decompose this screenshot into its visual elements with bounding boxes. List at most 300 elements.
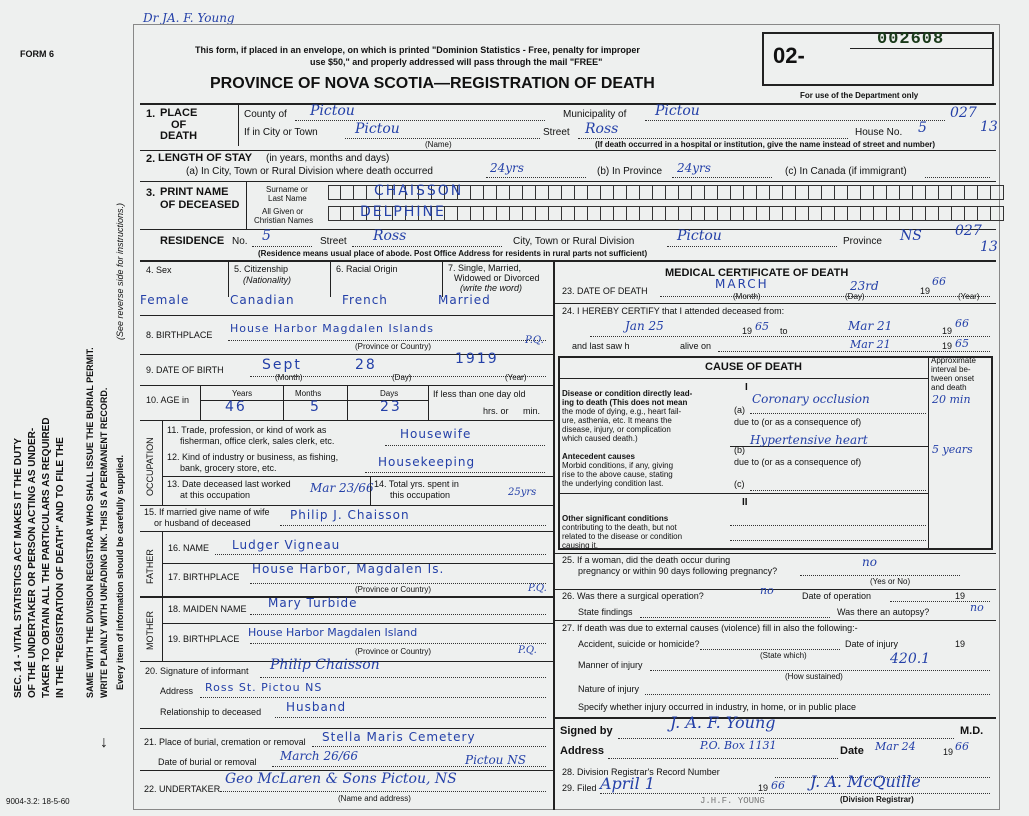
disease-label-2: ing to death (This does not mean (562, 398, 688, 407)
county-line (295, 120, 545, 121)
trade-label-1: 11. Trade, profession, or kind of work as (167, 425, 327, 435)
under-one-day-label: If less than one day old (433, 389, 526, 399)
antecedent-label-4: the underlying condition last. (562, 479, 664, 488)
side-instruction-3: TAKER TO OBTAIN ALL THE PARTICULARS AS REQUIRED (41, 417, 52, 698)
residence-street-label: Street (320, 236, 347, 247)
date-of-death-line (660, 296, 990, 297)
cause-b-due-label: due to (or as a consequence of) (734, 457, 862, 467)
burial-place-label: 21. Place of burial, cremation or removal (144, 737, 306, 747)
state-which-caption: (State which) (760, 651, 807, 660)
municipality-label: Municipality of (563, 109, 627, 120)
last-saw-year-prefix: 19 (942, 341, 953, 351)
autopsy-answer: no (970, 601, 984, 614)
last-saw-year-value: 65 (955, 337, 969, 350)
col-divider (330, 261, 331, 297)
signature-date-value: Mar 24 (875, 740, 916, 753)
footer-code: 9004-3.2: 18-5-60 (6, 797, 70, 806)
marital-label-1: 7. Single, Married, (448, 263, 522, 273)
cause-b-value: Hypertensive heart (750, 433, 868, 447)
state-findings-line (640, 617, 830, 618)
residence-code-1: 027 (955, 223, 982, 239)
physician-signature: J. A. F. Young (670, 713, 776, 732)
death-month-caption: (Month) (733, 292, 761, 301)
interval-label-4: and death (931, 383, 967, 392)
date-of-death-label: 23. DATE OF DEATH (562, 286, 648, 296)
other-line-1 (730, 525, 926, 526)
municipality-value: Pictou (655, 103, 700, 119)
dob-day-value: 28 (355, 357, 377, 373)
father-birthplace-label: 17. BIRTHPLACE (168, 572, 240, 582)
citizenship-value: Canadian (230, 293, 295, 307)
side-instruction-1: SEC. 14 - VITAL STATISTICS ACT MAKES IT THE DUTY (13, 437, 24, 698)
residence-province-value: NS (900, 228, 922, 244)
cause-a-line (750, 413, 926, 414)
record-number-label: 28. Division Registrar's Record Number (562, 767, 720, 777)
physician-address-line (608, 758, 838, 759)
external-causes-label: 27. If death was due to external causes (violence) fill in also the following:- (562, 623, 858, 633)
stay-province-value: 24yrs (677, 161, 711, 175)
state-findings-label: State findings (578, 607, 633, 617)
operation-question-label: 26. Was there a surgical operation? (562, 591, 704, 601)
cause-b-interval: 5 years (932, 443, 973, 456)
cause-a-value: Coronary occlusion (752, 392, 870, 406)
residence-city-label: City, Town or Rural Division (513, 236, 635, 247)
institution-note: (If death occurred in a hospital or institution, give the name instead of street and number) (595, 140, 936, 149)
side-instruction-4: IN THE "REGISTRATION OF DEATH" AND TO FILE THE (55, 437, 66, 698)
undertaker-caption: (Name and address) (338, 794, 411, 803)
total-years-label-2: this occupation (390, 490, 451, 500)
street-line (578, 138, 848, 139)
racial-origin-value: French (342, 293, 388, 307)
burial-place-value: Stella Maris Cemetery (322, 730, 476, 744)
relationship-value: Husband (286, 700, 347, 714)
registration-number: 002608 (877, 30, 945, 49)
certify-label: 24. I HEREBY CERTIFY that I attended deceased from: (562, 306, 785, 316)
residence-street-line (352, 246, 502, 247)
side-instruction-7: Every item of information should be carefully supplied. (115, 454, 125, 690)
top-handwriting: Dr JA. F. Young (143, 11, 235, 25)
age-years-value: 46 (225, 399, 247, 415)
last-worked-label-1: 13. Date deceased last worked (167, 479, 291, 489)
dob-label: 9. DATE OF BIRTH (146, 365, 224, 375)
death-day-value: 23rd (850, 279, 879, 293)
father-name-line (215, 554, 546, 555)
stay-city-label: (a) In City, Town or Rural Division where death occurred (186, 166, 433, 177)
informant-address-line (200, 697, 546, 698)
name-caption: (Name) (425, 140, 452, 149)
division-registrar-caption: (Division Registrar) (840, 795, 914, 804)
mother-maiden-name-value: Mary Turbide (268, 596, 358, 610)
surname-value: CHAISSON (374, 183, 464, 199)
municipality-code: 027 (950, 105, 977, 121)
col-divider (200, 386, 201, 420)
accident-label: Accident, suicide or homicide? (578, 639, 700, 649)
hours-label: hrs. or (483, 406, 509, 416)
stay-city-value: 24yrs (490, 161, 524, 175)
given-name-label-1: All Given or (262, 207, 304, 216)
death-month-value: MARCH (715, 277, 769, 291)
spouse-line (280, 525, 546, 526)
other-conditions-label-2: contributing to the death, but not (562, 523, 677, 532)
informant-signature-value: Philip Chaisson (270, 657, 380, 673)
row-divider (554, 303, 996, 304)
death-day-caption: (Day) (845, 292, 865, 301)
stay-canada-line (925, 177, 990, 178)
cause-a-label: (a) (734, 405, 745, 415)
print-name-label: PRINT NAME (160, 186, 229, 198)
attended-year-2: 19 (942, 326, 953, 336)
marital-label-3: (write the word) (460, 283, 523, 293)
row-divider (140, 728, 553, 729)
residence-code-2: 13 (980, 239, 998, 255)
length-of-stay-label: LENGTH OF STAY (158, 152, 253, 164)
attended-year-2-value: 66 (955, 317, 969, 330)
part-two-label: II (742, 497, 748, 508)
age-years-label: Years (232, 389, 253, 398)
place-divider (238, 104, 239, 146)
informant-signature-label: 20. Signature of informant (145, 666, 249, 676)
informant-address-label: Address (160, 686, 194, 696)
date-of-injury-label: Date of injury (845, 639, 899, 649)
how-sustained-caption: (How sustained) (785, 672, 843, 681)
sex-label: 4. Sex (146, 265, 172, 275)
interval-label-1: Approximate (931, 356, 976, 365)
residence-note: (Residence means usual place of abode. Post Office Address for residents in rural parts not sufficient) (258, 249, 648, 258)
nature-line (645, 694, 990, 695)
total-years-value: 25yrs (508, 487, 537, 498)
disease-label-6: which caused death.) (562, 434, 638, 443)
operation-answer: no (760, 584, 774, 597)
col-divider (428, 386, 429, 420)
father-name-value: Ludger Vigneau (232, 538, 341, 552)
cause-a-interval: 20 min (932, 393, 971, 406)
relationship-label: Relationship to deceased (160, 707, 262, 717)
operation-date-label: Date of operation (802, 591, 872, 601)
dob-month-value: Sept (262, 357, 302, 373)
signature-year-value: 66 (955, 740, 969, 753)
side-instruction-2: OF THE UNDERTAKER OR PERSON ACTING AS UNDER- (27, 427, 38, 698)
death-year-value: 66 (932, 275, 946, 288)
nature-of-injury-label: Nature of injury (578, 684, 640, 694)
attended-year-1: 19 (742, 326, 753, 336)
age-days-label: Days (380, 389, 399, 398)
interval-label-3: tween onset (931, 374, 975, 383)
other-line-2 (730, 540, 926, 541)
residence-label: RESIDENCE (160, 235, 225, 247)
attended-to-label: to (780, 326, 788, 336)
burial-date-place: Pictou NS (465, 753, 526, 767)
department-use-note: For use of the Department only (800, 91, 919, 100)
residence-no-value: 5 (262, 228, 271, 244)
other-conditions-label-3: related to the disease or condition (562, 532, 683, 541)
industry-label-1: 12. Kind of industry or business, as fishing, (167, 452, 339, 462)
spouse-value: Philip J. Chaisson (290, 508, 410, 522)
row-divider (554, 589, 996, 590)
stay-province-label: (b) In Province (597, 166, 663, 177)
given-name-value: DELPHINE (360, 204, 446, 220)
attended-year-1-value: 65 (755, 320, 769, 333)
row-divider (162, 623, 553, 624)
burial-date-value: March 26/66 (280, 749, 359, 763)
occupation-side-divider (162, 421, 163, 505)
occupation-side-label: OCCUPATION (145, 437, 155, 496)
father-birthplace-value-2: P.Q. (528, 583, 547, 594)
trade-line (385, 445, 545, 446)
physician-stamp: J.H.F. YOUNG (700, 796, 765, 806)
attended-line (590, 336, 990, 337)
place-label: PLACE (160, 107, 198, 119)
pregnancy-question-label-1: 25. If a woman, did the death occur during (562, 555, 731, 565)
birthplace-line (228, 340, 546, 341)
accident-line (700, 649, 840, 650)
city-town-value: Pictou (355, 121, 400, 137)
stay-canada-label: (c) In Canada (if immigrant) (785, 166, 907, 177)
alive-on-label: alive on (680, 341, 712, 351)
form-number: FORM 6 (20, 49, 55, 59)
injury-year-prefix: 19 (955, 639, 966, 649)
section-divider (140, 260, 996, 262)
last-worked-value: Mar 23/66 (310, 481, 374, 495)
pregnancy-answer: no (862, 555, 877, 569)
cause-heading-line (560, 378, 928, 379)
autopsy-label: Was there an autopsy? (837, 607, 930, 617)
age-label: 10. AGE in (146, 395, 190, 405)
antecedent-label-2: Morbid conditions, if any, giving (562, 461, 674, 470)
col-divider (228, 261, 229, 297)
city-town-label: If in City or Town (244, 127, 318, 138)
manner-line (650, 670, 990, 671)
item-number-2: 2. (146, 153, 156, 165)
citizenship-label: 5. Citizenship (234, 264, 289, 274)
col-divider (442, 261, 443, 297)
residence-city-line (667, 246, 837, 247)
row-divider (140, 420, 553, 421)
age-days-value: 23 (380, 399, 402, 415)
disease-label-3: the mode of dying, e.g., heart fail- (562, 407, 682, 416)
row-divider (554, 553, 996, 554)
surname-label-2: Last Name (268, 194, 307, 203)
attended-to-value: Mar 21 (848, 319, 893, 333)
name-divider (246, 182, 247, 229)
informant-address-value: Ross St. Pictou NS (205, 681, 323, 694)
place-death-label: DEATH (160, 130, 198, 142)
marital-label-2: Widowed or Divorced (454, 273, 540, 283)
industry-value: Housekeeping (378, 455, 476, 469)
father-side-label: FATHER (145, 549, 155, 584)
yes-no-caption: (Yes or No) (870, 577, 911, 586)
surname-label-1: Surname or (266, 185, 308, 194)
given-name-label-2: Christian Names (254, 216, 314, 225)
mother-maiden-name-label: 18. MAIDEN NAME (168, 604, 247, 614)
age-months-label: Months (295, 389, 322, 398)
envelope-note-1: This form, if placed in an envelope, on which is printed "Dominion Statistics - Free, penalty for improper (195, 45, 640, 55)
last-saw-value: Mar 21 (850, 338, 891, 351)
total-years-label-1: 14. Total yrs. spent in (374, 479, 459, 489)
cause-part-divider (560, 493, 928, 494)
antecedent-label-1: Antecedent causes (562, 452, 635, 461)
birthplace-caption: (Province or Country) (355, 342, 432, 351)
burial-place-line (312, 746, 546, 747)
undertaker-value: Geo McLaren & Sons Pictou, NS (225, 771, 457, 787)
residence-street-value: Ross (373, 228, 407, 244)
birthplace-value-2: P.Q. (525, 335, 544, 346)
residence-no-label: No. (232, 236, 248, 247)
father-birthplace-value: House Harbor, Magdalen Is. (252, 562, 445, 576)
row-divider (554, 620, 996, 621)
stay-city-line (486, 177, 586, 178)
birthplace-label: 8. BIRTHPLACE (146, 330, 213, 340)
cause-a-due-label: due to (or as a consequence of) (734, 417, 862, 427)
mother-side-label: MOTHER (145, 611, 155, 650)
pregnancy-question-label-2: pregnancy or within 90 days following pregnancy? (578, 566, 778, 576)
item-number-1: 1. (146, 108, 156, 120)
center-divider (553, 261, 555, 810)
md-label: M.D. (960, 725, 984, 737)
side-instruction-6: WRITE PLAINLY WITH UNFADING INK. THIS IS A PERMANENT RECORD. (99, 387, 109, 698)
specify-injury-label: Specify whether injury occurred in industry, in home, or in public place (578, 702, 856, 712)
minutes-label: min. (523, 406, 541, 416)
side-instruction-8: (See reverse side for instructions.) (115, 202, 125, 340)
col-divider (347, 386, 348, 420)
filed-date-value: April 1 (600, 774, 655, 793)
county-label: County of (244, 109, 287, 120)
row-divider (140, 150, 996, 151)
spouse-label-2: or husband of deceased (154, 518, 251, 528)
injury-code-value: 420.1 (890, 651, 931, 667)
industry-line (365, 472, 545, 473)
col-divider (370, 476, 371, 505)
physician-address-value: P.O. Box 1131 (700, 739, 777, 752)
registrar-signature: J. A. McQuille (810, 772, 921, 791)
dob-month-caption: (Month) (275, 373, 303, 382)
informant-line (260, 677, 546, 678)
interval-label-2: interval be- (931, 365, 971, 374)
signature-date-label: Date (840, 745, 864, 757)
stay-province-line (672, 177, 772, 178)
mother-birthplace-value: House Harbor Magdalen Island (248, 626, 418, 639)
mother-name-line (250, 614, 546, 615)
antecedent-label-3: rise to the above cause, stating (562, 470, 673, 479)
father-birthplace-line (250, 583, 546, 584)
disease-label-4: ure, asthenia, etc. It means the (562, 416, 672, 425)
signature-year-prefix: 19 (943, 747, 954, 757)
cause-c-line (750, 490, 926, 491)
disease-label-1: Disease or condition directly lead- (562, 389, 693, 398)
undertaker-label: 22. UNDERTAKER (144, 784, 221, 794)
place-of-label: OF (171, 119, 187, 131)
house-code: 13 (980, 119, 998, 135)
length-of-stay-sublabel: (in years, months and days) (266, 153, 390, 164)
envelope-note-2: use $50," and properly addressed will pass through the mail "FREE" (310, 57, 603, 67)
house-number-label: House No. (855, 127, 903, 138)
attended-from-value: Jan 25 (625, 319, 664, 333)
pregnancy-line (800, 575, 960, 576)
filed-line (600, 793, 990, 794)
mother-birthplace-value-2: P.Q. (518, 645, 537, 656)
last-saw-line (718, 351, 990, 352)
death-year-caption: (Year) (958, 292, 980, 301)
filed-year-value: 66 (771, 779, 785, 792)
mother-country-caption: (Province or Country) (355, 647, 432, 656)
street-label: Street (543, 127, 570, 138)
medical-certificate-heading: MEDICAL CERTIFICATE OF DEATH (665, 267, 849, 279)
father-country-caption: (Province or Country) (355, 585, 432, 594)
part-one-label: I (745, 382, 748, 393)
other-conditions-label-4: causing it. (562, 541, 599, 550)
spouse-label-1: 15. If married give name of wife (144, 507, 270, 517)
signed-by-label: Signed by (560, 725, 613, 737)
other-conditions-label-1: Other significant conditions (562, 514, 669, 523)
residence-city-value: Pictou (677, 228, 722, 244)
dob-year-caption: (Year) (505, 373, 527, 382)
burial-date-line (272, 766, 546, 767)
last-saw-label: and last saw h (572, 341, 630, 351)
residence-province-label: Province (843, 236, 882, 247)
trade-label-2: fisherman, office clerk, sales clerk, etc. (180, 436, 335, 446)
undertaker-line (220, 791, 546, 792)
row-divider (140, 531, 553, 532)
row-divider (162, 476, 553, 477)
dob-year-value: 1919 (455, 351, 499, 367)
residence-no-line (252, 246, 312, 247)
father-name-label: 16. NAME (168, 543, 210, 553)
manner-of-injury-label: Manner of injury (578, 660, 643, 670)
item-number-3: 3. (146, 187, 156, 199)
row-divider (140, 315, 553, 316)
age-months-value: 5 (310, 399, 321, 415)
col-divider (283, 386, 284, 420)
row-divider (140, 181, 996, 182)
cause-b-label: (b) (734, 445, 745, 455)
down-arrow-icon: ↓ (100, 734, 108, 751)
city-line (345, 138, 540, 139)
trade-value: Housewife (400, 427, 472, 441)
burial-date-label: Date of burial or removal (158, 757, 257, 767)
operation-year-prefix: 19 (955, 591, 966, 601)
registration-prefix: 02- (773, 43, 805, 68)
sex-value: Female (140, 293, 190, 307)
of-deceased-label: OF DECEASED (160, 199, 240, 211)
signed-line (618, 738, 954, 739)
marital-value: Married (438, 293, 491, 307)
relationship-line (275, 717, 546, 718)
row-divider (140, 505, 553, 506)
cause-c-label: (c) (734, 479, 745, 489)
filed-year-prefix: 19 (758, 783, 769, 793)
municipality-line (645, 120, 945, 121)
physician-address-label: Address (560, 745, 605, 757)
side-instruction-5: SAME WITH THE DIVISION REGISTRAR WHO SHALL ISSUE THE BURIAL PERMIT. (85, 347, 95, 698)
birthplace-value: House Harbor Magdalen Islands (230, 322, 434, 335)
form-title: PROVINCE OF NOVA SCOTIA—REGISTRATION OF DEATH (210, 75, 655, 92)
racial-origin-label: 6. Racial Origin (336, 264, 398, 274)
section-divider (140, 103, 996, 105)
citizenship-sublabel: (Nationality) (243, 275, 292, 285)
interval-divider (928, 356, 929, 550)
dob-day-caption: (Day) (392, 373, 412, 382)
house-number-value: 5 (918, 120, 927, 136)
death-year-prefix: 19 (920, 286, 931, 296)
last-worked-label-2: at this occupation (180, 490, 251, 500)
filed-label: 29. Filed (562, 783, 597, 793)
county-value: Pictou (310, 103, 355, 119)
cause-of-death-heading: CAUSE OF DEATH (705, 361, 802, 373)
industry-label-2: bank, grocery store, etc. (180, 463, 277, 473)
mother-birthplace-label: 19. BIRTHPLACE (168, 634, 240, 644)
street-value: Ross (585, 121, 619, 137)
disease-label-5: disease, injury, or complication (562, 425, 671, 434)
mother-birthplace-line (250, 643, 546, 644)
